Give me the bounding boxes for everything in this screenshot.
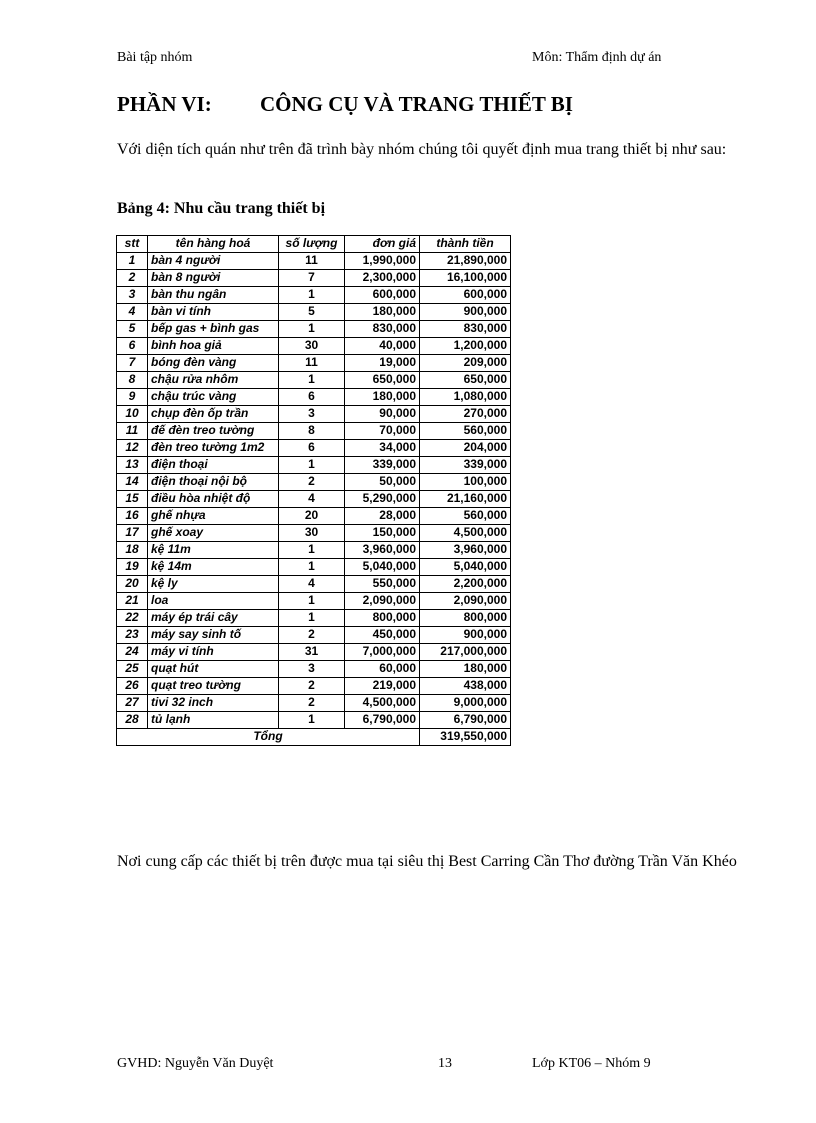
table-caption: Bảng 4: Nhu cầu trang thiết bị (117, 200, 326, 217)
cell-stt: 27 (117, 695, 148, 712)
cell-quantity: 6 (279, 389, 345, 406)
cell-item-name: đế đèn treo tường (148, 423, 279, 440)
table-row (117, 678, 511, 695)
cell-stt: 4 (117, 304, 148, 321)
cell-quantity: 20 (279, 508, 345, 525)
cell-quantity: 11 (279, 355, 345, 372)
table-row (117, 440, 511, 457)
cell-quantity: 2 (279, 627, 345, 644)
table-row (117, 287, 511, 304)
cell-stt: 21 (117, 593, 148, 610)
header-total: thành tiền (420, 236, 511, 253)
cell-unit-price: 180,000 (345, 389, 420, 406)
intro-paragraph: Với diện tích quán như trên đã trình bày nhóm chúng tôi quyết định mua trang thiết bị như sau: (117, 141, 727, 158)
cell-line-total: 560,000 (420, 508, 511, 525)
cell-item-name: chậu trúc vàng (148, 389, 279, 406)
cell-unit-price: 4,500,000 (345, 695, 420, 712)
cell-line-total: 5,040,000 (420, 559, 511, 576)
cell-stt: 1 (117, 253, 148, 270)
cell-stt: 13 (117, 457, 148, 474)
table-row (117, 695, 511, 712)
cell-line-total: 209,000 (420, 355, 511, 372)
cell-line-total: 800,000 (420, 610, 511, 627)
cell-unit-price: 339,000 (345, 457, 420, 474)
cell-item-name: đèn treo tường 1m2 (148, 440, 279, 457)
cell-line-total: 900,000 (420, 627, 511, 644)
cell-line-total: 339,000 (420, 457, 511, 474)
cell-item-name: chậu rửa nhôm (148, 372, 279, 389)
cell-quantity: 8 (279, 423, 345, 440)
header-name: tên hàng hoá (148, 236, 279, 253)
cell-item-name: quạt treo tường (148, 678, 279, 695)
table-row (117, 661, 511, 678)
cell-item-name: ghế nhựa (148, 508, 279, 525)
cell-quantity: 1 (279, 372, 345, 389)
cell-stt: 23 (117, 627, 148, 644)
table-row (117, 542, 511, 559)
table-row (117, 355, 511, 372)
cell-line-total: 21,160,000 (420, 491, 511, 508)
cell-unit-price: 5,290,000 (345, 491, 420, 508)
cell-quantity: 1 (279, 287, 345, 304)
cell-stt: 8 (117, 372, 148, 389)
cell-quantity: 2 (279, 474, 345, 491)
cell-quantity: 1 (279, 542, 345, 559)
cell-quantity: 1 (279, 712, 345, 729)
page-header-left: Bài tập nhóm (117, 50, 193, 65)
table-row (117, 576, 511, 593)
cell-unit-price: 650,000 (345, 372, 420, 389)
cell-quantity: 4 (279, 491, 345, 508)
cell-item-name: bàn thu ngân (148, 287, 279, 304)
cell-line-total: 3,960,000 (420, 542, 511, 559)
cell-unit-price: 830,000 (345, 321, 420, 338)
cell-stt: 22 (117, 610, 148, 627)
cell-stt: 14 (117, 474, 148, 491)
section-heading (117, 92, 573, 117)
cell-unit-price: 180,000 (345, 304, 420, 321)
total-value: 319,550,000 (420, 729, 511, 746)
cell-item-name: ghế xoay (148, 525, 279, 542)
cell-item-name: kệ 14m (148, 559, 279, 576)
cell-quantity: 1 (279, 457, 345, 474)
cell-stt: 12 (117, 440, 148, 457)
cell-item-name: kệ ly (148, 576, 279, 593)
cell-unit-price: 3,960,000 (345, 542, 420, 559)
cell-item-name: bình hoa giả (148, 338, 279, 355)
cell-stt: 25 (117, 661, 148, 678)
cell-quantity: 1 (279, 321, 345, 338)
cell-unit-price: 40,000 (345, 338, 420, 355)
cell-item-name: điện thoại (148, 457, 279, 474)
cell-line-total: 180,000 (420, 661, 511, 678)
cell-line-total: 2,200,000 (420, 576, 511, 593)
table-body (117, 253, 511, 729)
cell-line-total: 2,090,000 (420, 593, 511, 610)
cell-quantity: 6 (279, 440, 345, 457)
table-row (117, 525, 511, 542)
table-row (117, 644, 511, 661)
cell-unit-price: 34,000 (345, 440, 420, 457)
table-row (117, 593, 511, 610)
table-row (117, 372, 511, 389)
cell-quantity: 1 (279, 559, 345, 576)
cell-unit-price: 2,300,000 (345, 270, 420, 287)
cell-stt: 5 (117, 321, 148, 338)
table-row (117, 627, 511, 644)
cell-unit-price: 150,000 (345, 525, 420, 542)
cell-unit-price: 450,000 (345, 627, 420, 644)
total-label: Tổng (117, 729, 420, 746)
cell-stt: 28 (117, 712, 148, 729)
total-row (117, 729, 511, 746)
cell-line-total: 900,000 (420, 304, 511, 321)
table-row (117, 338, 511, 355)
table-row (117, 610, 511, 627)
cell-quantity: 7 (279, 270, 345, 287)
cell-unit-price: 90,000 (345, 406, 420, 423)
header-qty: số lượng (279, 236, 345, 253)
closing-paragraph: Nơi cung cấp các thiết bị trên được mua tại siêu thị Best Carring Cần Thơ đường Trần Văn Khéo (117, 853, 737, 870)
cell-stt: 24 (117, 644, 148, 661)
cell-item-name: quạt hút (148, 661, 279, 678)
footer-instructor: GVHD: Nguyễn Văn Duyệt (117, 1056, 274, 1071)
cell-unit-price: 600,000 (345, 287, 420, 304)
cell-quantity: 2 (279, 678, 345, 695)
cell-line-total: 830,000 (420, 321, 511, 338)
table-row (117, 508, 511, 525)
page-header-right: Môn: Thẩm định dự án (532, 50, 662, 65)
cell-stt: 18 (117, 542, 148, 559)
cell-quantity: 1 (279, 610, 345, 627)
table-row (117, 474, 511, 491)
cell-item-name: máy ép trái cây (148, 610, 279, 627)
cell-quantity: 3 (279, 406, 345, 423)
cell-line-total: 560,000 (420, 423, 511, 440)
table-row (117, 270, 511, 287)
cell-line-total: 6,790,000 (420, 712, 511, 729)
cell-unit-price: 50,000 (345, 474, 420, 491)
cell-quantity: 2 (279, 695, 345, 712)
cell-line-total: 100,000 (420, 474, 511, 491)
cell-quantity: 3 (279, 661, 345, 678)
cell-item-name: máy say sinh tố (148, 627, 279, 644)
footer-class: Lớp KT06 – Nhóm 9 (532, 1056, 651, 1071)
cell-item-name: bàn vi tính (148, 304, 279, 321)
cell-quantity: 5 (279, 304, 345, 321)
table-row (117, 253, 511, 270)
cell-stt: 26 (117, 678, 148, 695)
cell-line-total: 1,080,000 (420, 389, 511, 406)
cell-unit-price: 28,000 (345, 508, 420, 525)
equipment-table (116, 235, 511, 746)
cell-unit-price: 550,000 (345, 576, 420, 593)
table-row (117, 321, 511, 338)
cell-stt: 17 (117, 525, 148, 542)
cell-quantity: 31 (279, 644, 345, 661)
page-number: 13 (438, 1056, 452, 1071)
cell-unit-price: 2,090,000 (345, 593, 420, 610)
cell-item-name: tủ lạnh (148, 712, 279, 729)
cell-stt: 10 (117, 406, 148, 423)
cell-unit-price: 5,040,000 (345, 559, 420, 576)
cell-unit-price: 60,000 (345, 661, 420, 678)
cell-item-name: loa (148, 593, 279, 610)
cell-item-name: tivi 32 inch (148, 695, 279, 712)
cell-line-total: 21,890,000 (420, 253, 511, 270)
table-row (117, 423, 511, 440)
cell-line-total: 204,000 (420, 440, 511, 457)
cell-stt: 20 (117, 576, 148, 593)
cell-line-total: 9,000,000 (420, 695, 511, 712)
table-header-row (117, 236, 511, 253)
cell-item-name: bàn 8 người (148, 270, 279, 287)
table-row (117, 304, 511, 321)
table-row (117, 389, 511, 406)
table-row (117, 712, 511, 729)
cell-unit-price: 6,790,000 (345, 712, 420, 729)
cell-stt: 11 (117, 423, 148, 440)
cell-item-name: chụp đèn ốp trần (148, 406, 279, 423)
cell-line-total: 1,200,000 (420, 338, 511, 355)
cell-stt: 16 (117, 508, 148, 525)
cell-item-name: điện thoại nội bộ (148, 474, 279, 491)
cell-item-name: điều hòa nhiệt độ (148, 491, 279, 508)
cell-line-total: 650,000 (420, 372, 511, 389)
cell-quantity: 4 (279, 576, 345, 593)
cell-stt: 9 (117, 389, 148, 406)
cell-item-name: bàn 4 người (148, 253, 279, 270)
cell-item-name: kệ 11m (148, 542, 279, 559)
cell-line-total: 4,500,000 (420, 525, 511, 542)
cell-unit-price: 219,000 (345, 678, 420, 695)
cell-unit-price: 1,990,000 (345, 253, 420, 270)
section-label: PHẦN VI: (117, 92, 212, 116)
cell-stt: 19 (117, 559, 148, 576)
cell-item-name: bóng đèn vàng (148, 355, 279, 372)
cell-item-name: máy vi tính (148, 644, 279, 661)
cell-unit-price: 800,000 (345, 610, 420, 627)
cell-quantity: 1 (279, 593, 345, 610)
cell-stt: 2 (117, 270, 148, 287)
cell-quantity: 30 (279, 338, 345, 355)
table-row (117, 457, 511, 474)
cell-line-total: 600,000 (420, 287, 511, 304)
cell-unit-price: 7,000,000 (345, 644, 420, 661)
table-row (117, 559, 511, 576)
header-price: đơn giá (345, 236, 420, 253)
cell-quantity: 11 (279, 253, 345, 270)
cell-unit-price: 19,000 (345, 355, 420, 372)
cell-line-total: 217,000,000 (420, 644, 511, 661)
table-row (117, 491, 511, 508)
cell-stt: 3 (117, 287, 148, 304)
cell-line-total: 16,100,000 (420, 270, 511, 287)
cell-stt: 6 (117, 338, 148, 355)
header-stt: stt (117, 236, 148, 253)
cell-unit-price: 70,000 (345, 423, 420, 440)
cell-quantity: 30 (279, 525, 345, 542)
cell-line-total: 438,000 (420, 678, 511, 695)
cell-stt: 15 (117, 491, 148, 508)
section-title: CÔNG CỤ VÀ TRANG THIẾT BỊ (260, 92, 573, 116)
cell-line-total: 270,000 (420, 406, 511, 423)
cell-item-name: bếp gas + bình gas (148, 321, 279, 338)
table-row (117, 406, 511, 423)
cell-stt: 7 (117, 355, 148, 372)
